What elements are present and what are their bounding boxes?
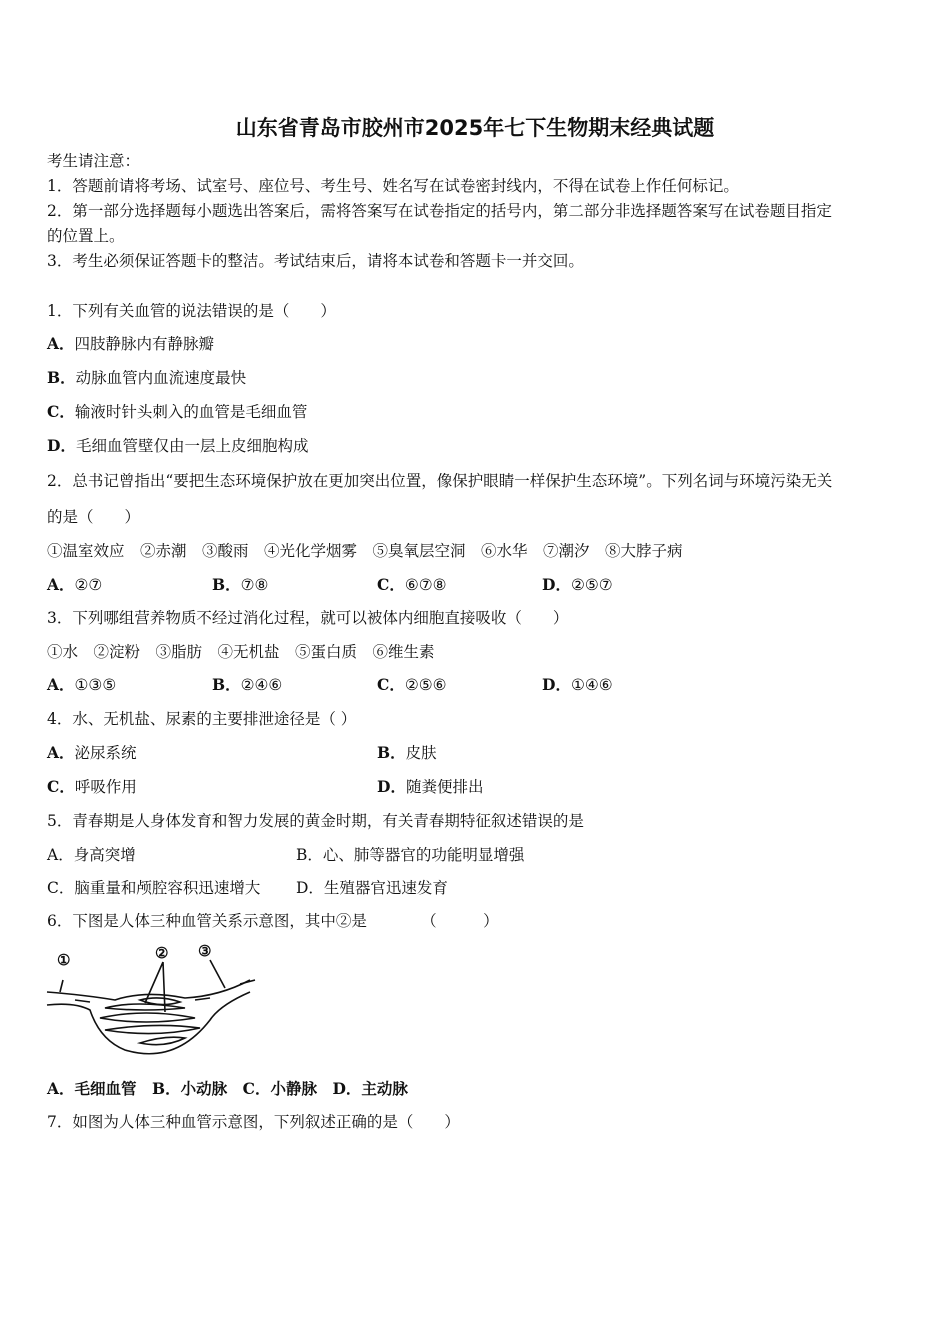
q2-stem-cont: 的是（ ） xyxy=(47,508,141,526)
q3-stem: 3．下列哪组营养物质不经过消化过程，就可以被体内细胞直接吸收（ ） xyxy=(47,609,569,627)
q1-option-c: C．输液时针头刺入的血管是毛细血管 xyxy=(47,402,308,421)
label-1: ① xyxy=(57,951,71,969)
q2-option-a: A．②⑦ xyxy=(47,575,103,594)
q4-option-c: C．呼吸作用 xyxy=(47,777,137,796)
notice-item: 2．第一部分选择题每小题选出答案后，需将答案写在试卷指定的括号内，第二部分非选择题答案写在试卷题目指定 xyxy=(47,202,832,220)
q1-option-b: B．动脉血管内血流速度最快 xyxy=(47,368,247,387)
q1-option-d: D．毛细血管壁仅由一层上皮细胞构成 xyxy=(47,436,309,455)
notice-heading: 考生请注意： xyxy=(47,152,141,170)
q4-option-d: D．随粪便排出 xyxy=(377,777,484,796)
q5-option-a: A．身高突增 xyxy=(47,846,136,864)
q3-option-a: A．①③⑤ xyxy=(47,675,117,694)
q4-option-b: B．皮肤 xyxy=(377,743,437,762)
notice-item: 的位置上。 xyxy=(47,227,125,245)
q4-stem: 4．水、无机盐、尿素的主要排泄途径是（ ） xyxy=(47,710,357,728)
label-2: ② xyxy=(155,944,169,962)
q5-stem: 5．青春期是人身体发育和智力发展的黄金时期，有关青春期特征叙述错误的是 xyxy=(47,812,584,830)
q3-option-c: C．②⑤⑥ xyxy=(377,675,447,694)
q3-option-b: B．②④⑥ xyxy=(212,675,283,694)
q6-stem: 6．下图是人体三种血管关系示意图，其中②是 （ ） xyxy=(47,912,499,930)
label-3: ③ xyxy=(198,942,212,960)
q1-stem: 1．下列有关血管的说法错误的是（ ） xyxy=(47,302,336,320)
q2-stem: 2．总书记曾指出“要把生态环境保护放在更加突出位置，像保护眼睛一样保护生态环境”。下列名词与环境污染无关 xyxy=(47,472,833,490)
page-title: 山东省青岛市胶州市2025年七下生物期末经典试题 xyxy=(235,116,715,140)
q3-items: ①水 ②淀粉 ③脂肪 ④无机盐 ⑤蛋白质 ⑥维生素 xyxy=(47,643,435,661)
q2-option-b: B．⑦⑧ xyxy=(212,575,269,594)
q4-option-a: A．泌尿系统 xyxy=(47,743,137,762)
q5-option-d: D．生殖器官迅速发育 xyxy=(296,879,448,897)
q5-option-b: B．心、肺等器官的功能明显增强 xyxy=(296,846,525,864)
blood-vessel-diagram xyxy=(45,940,265,1060)
q2-option-d: D．②⑤⑦ xyxy=(542,575,613,594)
q6-options: A．毛细血管 B．小动脉 C．小静脉 D．主动脉 xyxy=(47,1079,408,1098)
notice-item: 1．答题前请将考场、试室号、座位号、考生号、姓名写在试卷密封线内，不得在试卷上作任何标记。 xyxy=(47,177,739,195)
q3-option-d: D．①④⑥ xyxy=(542,675,613,694)
q2-option-c: C．⑥⑦⑧ xyxy=(377,575,447,594)
q1-option-a: A．四肢静脉内有静脉瓣 xyxy=(47,334,215,353)
q2-items: ①温室效应 ②赤潮 ③酸雨 ④光化学烟雾 ⑤臭氧层空洞 ⑥水华 ⑦潮汐 ⑧大脖子病 xyxy=(47,542,683,560)
q5-option-c: C．脑重量和颅腔容积迅速增大 xyxy=(47,879,261,897)
notice-item: 3．考生必须保证答题卡的整洁。考试结束后，请将本试卷和答题卡一并交回。 xyxy=(47,252,584,270)
q7-stem: 7．如图为人体三种血管示意图，下列叙述正确的是（ ） xyxy=(47,1113,460,1131)
